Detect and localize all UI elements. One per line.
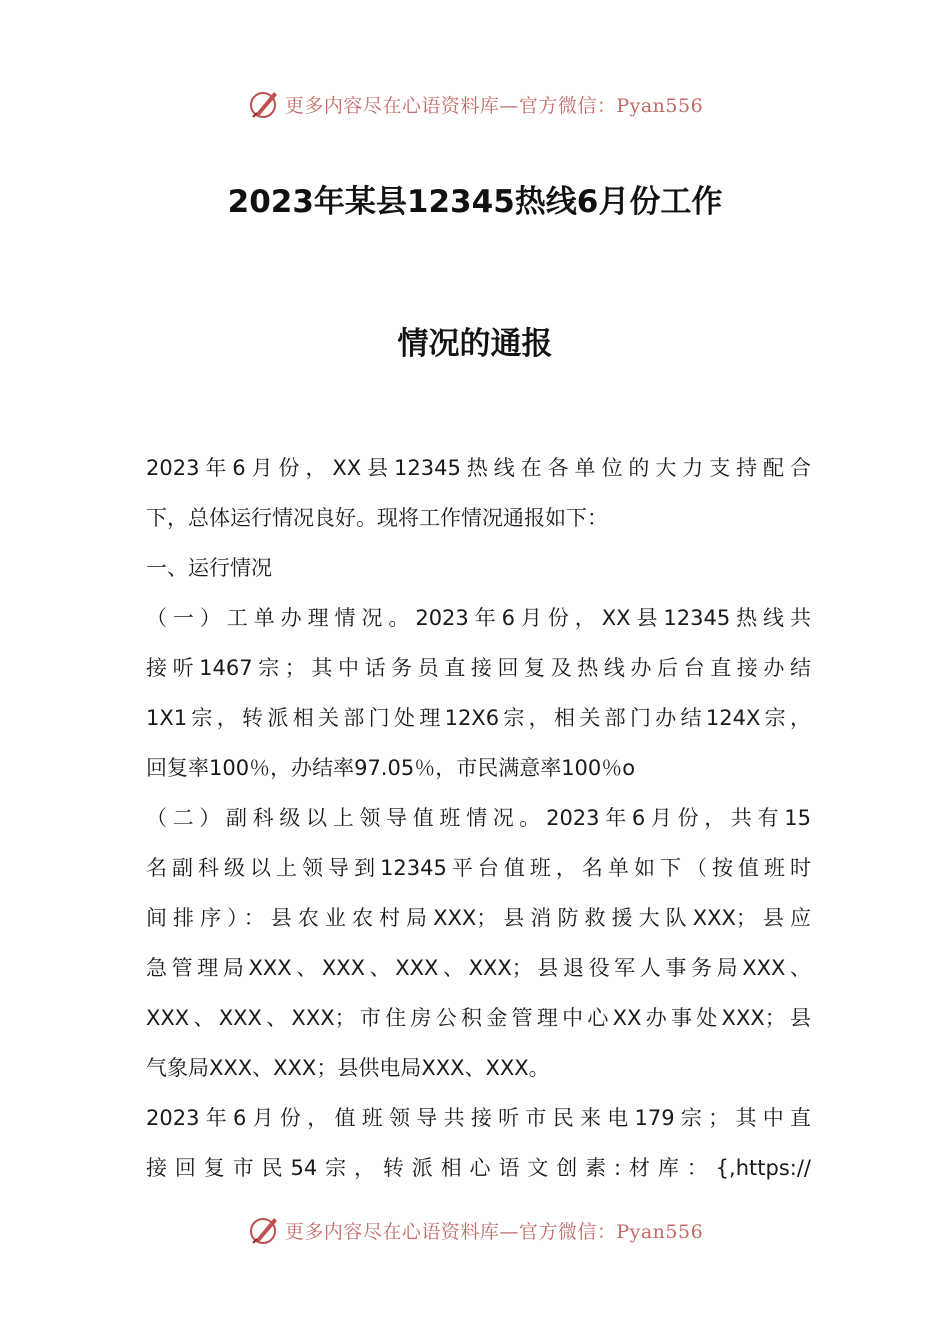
- footer-watermark-banner: [0, 1208, 950, 1252]
- body-line: 间排序）：县农业农村局XXX；县消防救援大队XXX；县应: [146, 906, 811, 930]
- body-line: 下，总体运行情况良好。现将工作情况通报如下：: [146, 506, 608, 530]
- watermark-text: 更多内容尽在心语资料库—官方微信：Pyan556: [284, 94, 704, 117]
- document-title-line-1: 2023年某县12345热线6月份工作: [227, 184, 723, 220]
- body-line: 2023年6月份，XX县12345热线在各单位的大力支持配合: [146, 456, 811, 480]
- body-line: 名副科级以上领导到12345平台值班，名单如下（按值班时: [146, 856, 811, 880]
- section-heading: 一、运行情况: [146, 556, 272, 580]
- body-line: （一）工单办理情况。2023年6月份，XX县12345热线共: [146, 606, 811, 630]
- body-line: 急管理局XXX、XXX、XXX、XXX；县退役军人事务局XXX、: [146, 956, 811, 980]
- document-title-line-2: 情况的通报: [397, 326, 553, 362]
- body-line: 气象局XXX、XXX；县供电局XXX、XXX。: [146, 1056, 550, 1080]
- quill-pen-logo-icon: [247, 87, 281, 121]
- document-body: [146, 446, 811, 1196]
- body-line: （二）副科级以上领导值班情况。2023年6月份，共有15: [146, 806, 811, 830]
- body-line: 接回复市民54宗，转派相心语文创素:材库：{,https://: [146, 1156, 811, 1180]
- body-line: 回复率100％，办结率97.05％，市民满意率100％o: [146, 756, 636, 780]
- watermark-text: 更多内容尽在心语资料库—官方微信：Pyan556: [284, 1220, 704, 1243]
- body-line: 1X1宗，转派相关部门处理12X6宗，相关部门办结124X宗，: [146, 706, 811, 730]
- body-line: 2023年6月份，值班领导共接听市民来电179宗；其中直: [146, 1106, 811, 1130]
- body-line: XXX、XXX、XXX；市住房公积金管理中心XX办事处XXX；县: [146, 1006, 811, 1030]
- body-line: 接听1467宗；其中话务员直接回复及热线办后台直接办结: [146, 656, 811, 680]
- quill-pen-logo-icon: [247, 1213, 281, 1247]
- header-watermark-banner: [0, 82, 950, 126]
